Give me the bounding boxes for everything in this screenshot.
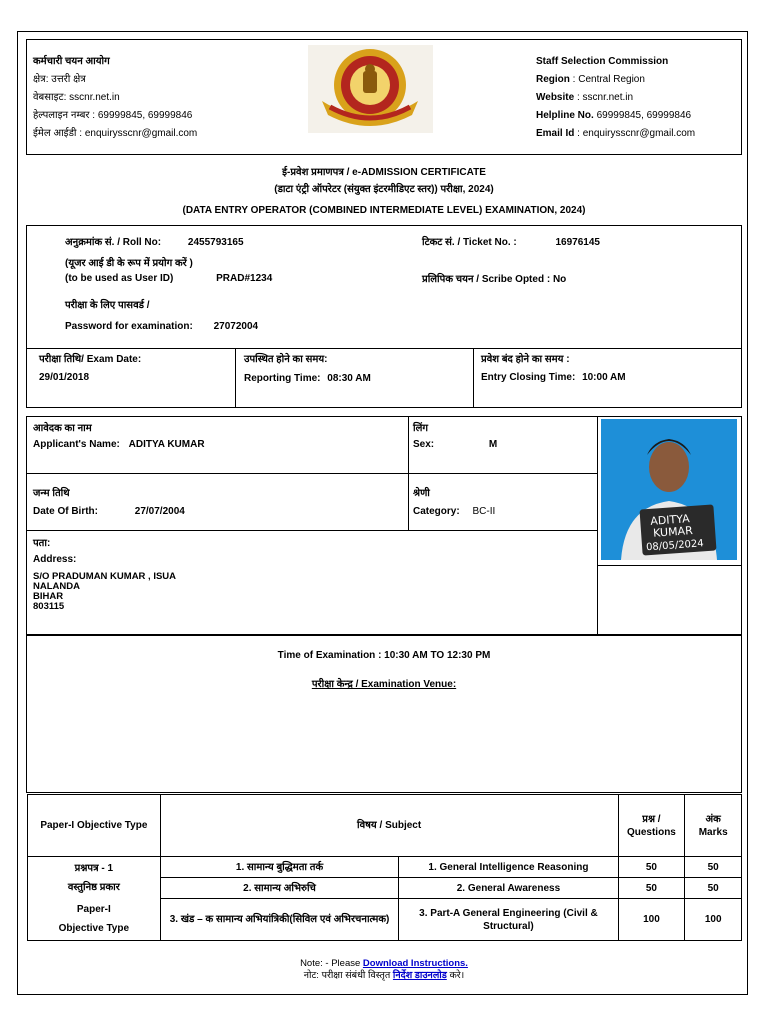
exam-venue-label: परीक्षा केन्द्र / Examination Venue: [311, 679, 457, 690]
footer-note: Note: - Please Download Instructions. नोट: परीक्षा संबंधी विस्तृत निर्देश डाउनलोड करे। [300, 958, 468, 981]
ssc-logo [308, 45, 433, 133]
userid-en: (to be used as User ID) PRAD#1234 [65, 273, 273, 284]
table-row: 3. खंड – क सामान्य अभियांत्रिकी(सिविल एवं अभिरचनात्मक) 3. Part-A General Engineering (Civil & Structural) 100 100 [28, 899, 742, 941]
password-hi: परीक्षा के लिए पासवर्ड / [65, 300, 150, 311]
table-row: 2. सामान्य अभिरुचि 2. General Awareness 50 50 [28, 878, 742, 899]
download-instructions-link[interactable]: Download Instructions. [362, 958, 468, 969]
ticket-no: टिकट सं. / Ticket No. : 16976145 [422, 237, 600, 248]
title-line3: (DATA ENTRY OPERATOR (COMBINED INTERMEDIATE LEVEL) EXAMINATION, 2024) [182, 205, 586, 216]
exam-time: Time of Examination : 10:30 AM TO 12:30 PM [277, 650, 491, 661]
applicant-photo [601, 419, 737, 560]
email-en: Email Id : enquirysscnr@gmail.com [536, 128, 696, 139]
entry-closing: प्रवेश बंद होने का समय : Entry Closing Time: 10:00 AM [481, 354, 626, 383]
header-right [536, 53, 695, 143]
website-hi: वेबसाइट: sscnr.net.in [33, 92, 120, 103]
download-instructions-link-hi[interactable]: निर्देश डाउनलोड [392, 970, 447, 981]
scribe: प्रलिपिक चयन / Scribe Opted : No [422, 274, 567, 285]
header-questions: प्रश्न / Questions [618, 795, 685, 857]
address-line: S/O PRADUMAN KUMAR , ISUA [33, 571, 177, 582]
divider [26, 473, 597, 474]
region-hi: क्षेत्र: उत्तरी क्षेत्र [33, 74, 86, 85]
org-hi: कर्मचारी चयन आयोग [33, 56, 110, 67]
address: पता: Address: S/O PRADUMAN KUMAR , ISUA NALANDA BIHAR 803115 [33, 538, 177, 612]
helpline-hi: हेल्पलाइन नम्बर : 69999845, 69999846 [33, 110, 193, 121]
divider [597, 565, 742, 566]
address-line: BIHAR [33, 591, 64, 602]
subject-table [27, 794, 742, 941]
title-line2: (डाटा एंट्री ऑपरेटर (संयुक्त इंटरमीडिएट स्तर)) परीक्षा, 2024) [274, 184, 494, 195]
org-en: Staff Selection Commission [536, 56, 669, 67]
table-row: प्रश्नपत्र - 1 वस्तुनिष्ठ प्रकार Paper-I Objective Type 1. सामान्य बुद्धिमता तर्क 1. General Intelligence Reasoning 50 50 [28, 857, 742, 878]
address-line: 803115 [33, 601, 65, 612]
dob: जन्म तिथि Date Of Birth: 27/07/2004 [33, 488, 185, 517]
exam-date: परीक्षा तिथि/ Exam Date: 29/01/2018 [39, 354, 142, 383]
reporting-time: उपस्थित होने का समय: Reporting Time: 08:30 AM [244, 354, 371, 384]
divider [26, 530, 597, 531]
divider [235, 348, 236, 408]
board-line: 08/05/2024 [645, 538, 705, 554]
table-header-row [28, 795, 742, 857]
title-line1: ई-प्रवेश प्रमाणपत्र / e-ADMISSION CERTIFICATE [282, 167, 486, 178]
header-marks: अंक Marks [685, 795, 742, 857]
applicant-name: आवेदक का नाम Applicant's Name: ADITYA KUMAR [33, 423, 205, 450]
address-line: NALANDA [33, 581, 80, 592]
header-left [33, 53, 197, 143]
category: श्रेणी Category: BC-II [413, 488, 496, 517]
certificate-title [26, 164, 742, 219]
divider [473, 348, 474, 408]
roll-no: अनुक्रमांक सं. / Roll No: 2455793165 [65, 237, 244, 248]
website-en: Website : sscnr.net.in [536, 92, 634, 103]
board-line: ADITYA [649, 512, 691, 528]
region-en: Region : Central Region [536, 74, 645, 85]
helpline-en: Helpline No. 69999845, 69999846 [536, 110, 692, 121]
board-line: KUMAR [652, 523, 694, 540]
header-subject: विषय / Subject [160, 795, 618, 857]
paper-cell: प्रश्नपत्र - 1 वस्तुनिष्ठ प्रकार Paper-I Objective Type [28, 857, 161, 941]
userid-hi: (यूजर आई डी के रूप में प्रयोग करें ) [65, 258, 193, 269]
divider [597, 416, 598, 635]
email-hi: ईमेल आईडी : enquirysscnr@gmail.com [33, 128, 198, 139]
sex: लिंग Sex: M [413, 423, 498, 450]
password: Password for examination: 27072004 [65, 321, 259, 332]
header-paper: Paper-I Objective Type [28, 795, 161, 857]
